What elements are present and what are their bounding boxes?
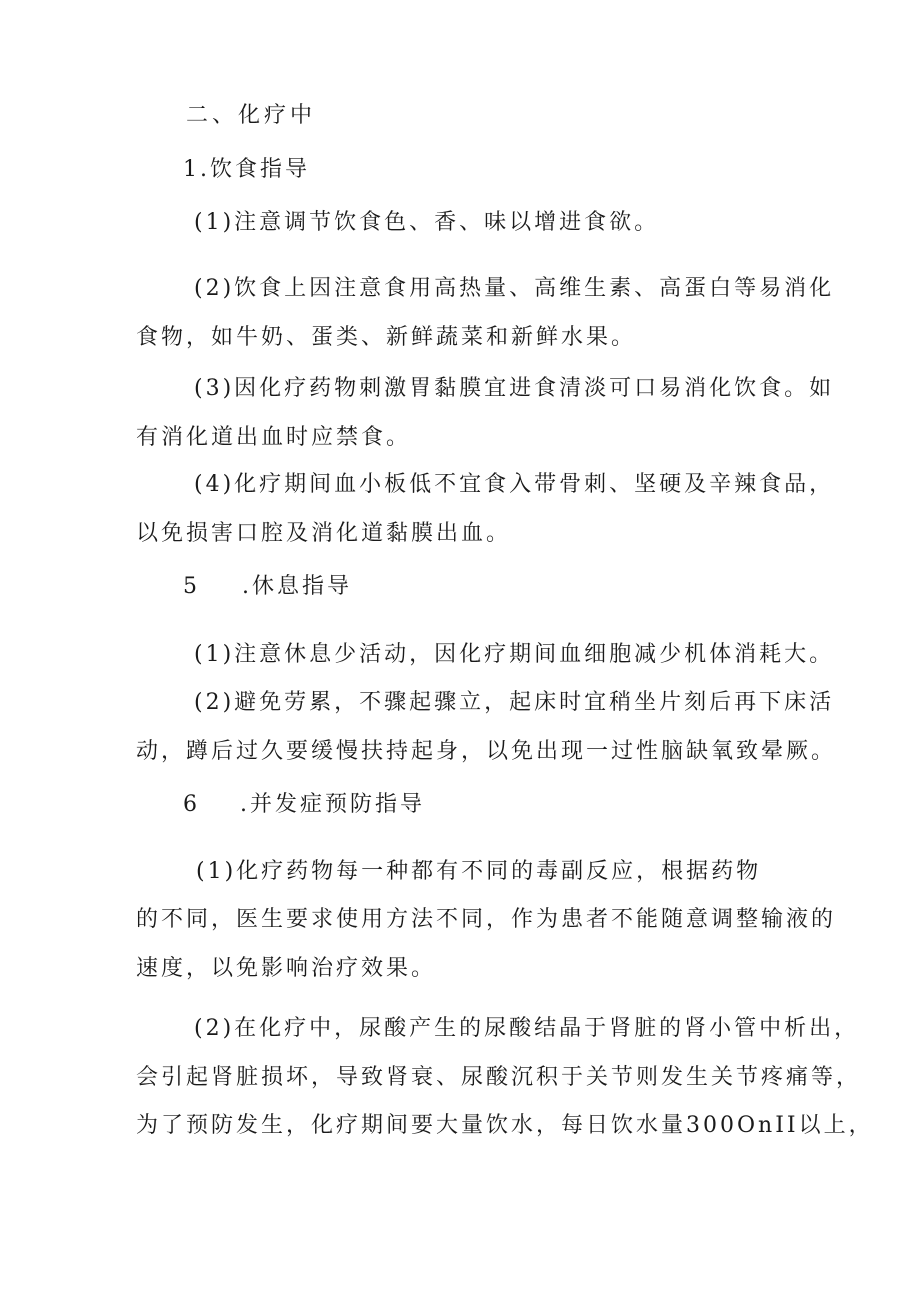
diet-heading: 1.饮食指导	[183, 157, 310, 182]
diet-item-4-line-1: (4)化疗期间血小板低不宜食入带骨刺、坚硬及辛辣食品，	[194, 472, 835, 497]
complication-heading-text: .并发症预防指导	[240, 792, 425, 817]
diet-item-3-line-2: 有消化道出血时应禁食。	[136, 425, 412, 450]
diet-item-2-line-2: 食物，如牛奶、蛋类、新鲜蔬菜和新鲜水果。	[136, 325, 637, 350]
diet-item-3-line-1: (3)因化疗药物刺激胃黏膜宜进食清淡可口易消化饮食。如	[194, 376, 835, 401]
complication-item-2-line-3: 为了预防发生，化疗期间要大量饮水，每日饮水量300OnII以上，	[136, 1113, 874, 1138]
complication-heading	[183, 790, 425, 820]
complication-item-2-line-2: 会引起肾脏损坏，导致肾衰、尿酸沉积于关节则发生关节疼痛等，	[136, 1065, 862, 1090]
section-title: 二、化疗中	[186, 103, 317, 128]
diet-item-1: (1)注意调节饮食色、香、味以增进食欲。	[194, 210, 660, 235]
rest-item-2-line-1: (2)避免劳累，不骤起骤立，起床时宜稍坐片刻后再下床活	[194, 690, 835, 715]
rest-heading-text: .休息指导	[242, 574, 352, 599]
complication-heading-number: 6	[183, 792, 200, 817]
complication-item-1-line-1: (1)化疗药物每一种都有不同的毒副反应，根据药物	[196, 859, 762, 884]
rest-heading-number: 5	[183, 574, 200, 599]
diet-item-2-line-1: (2)饮食上因注意食用高热量、高维生素、高蛋白等易消化	[194, 276, 835, 301]
diet-item-4-line-2: 以免损害口腔及消化道黏膜出血。	[136, 521, 512, 546]
complication-item-1-line-3: 速度，以免影响治疗效果。	[136, 956, 437, 981]
rest-heading	[183, 572, 352, 602]
complication-item-2-line-1: (2)在化疗中，尿酸产生的尿酸结晶于肾脏的肾小管中析出，	[194, 1016, 860, 1041]
rest-item-1: (1)注意休息少活动，因化疗期间血细胞减少机体消耗大。	[194, 642, 835, 667]
complication-item-1-line-2: 的不同，医生要求使用方法不同，作为患者不能随意调整输液的	[136, 907, 837, 932]
rest-item-2-line-2: 动，蹲后过久要缓慢扶持起身，以免出现一过性脑缺氧致晕厥。	[136, 739, 837, 764]
